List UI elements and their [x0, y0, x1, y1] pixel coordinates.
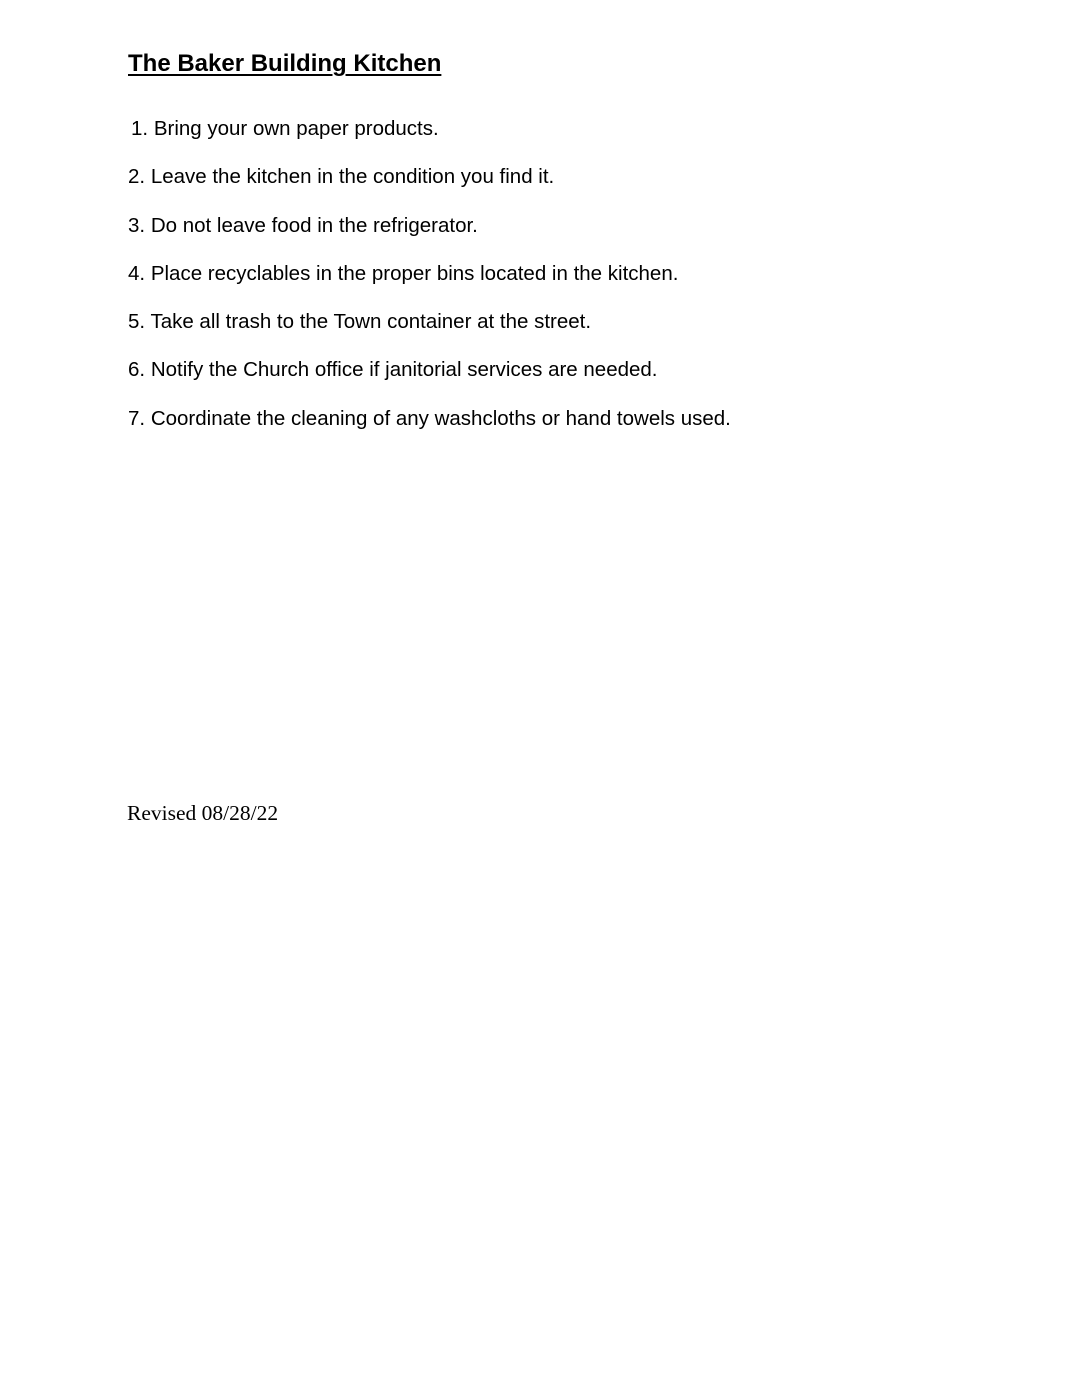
rule-item-1: [128, 114, 731, 144]
rule-item-2: [128, 162, 731, 192]
rule-text: Place recyclables in the proper bins located in the kitchen.: [150, 261, 679, 285]
rule-item-4: [128, 259, 731, 289]
rule-item-3: [128, 211, 731, 241]
rule-item-6: [128, 355, 731, 385]
rule-number: 2.: [128, 165, 146, 189]
rule-text: Do not leave food in the refrigerator.: [150, 213, 478, 237]
rule-text: Leave the kitchen in the condition you find it.: [150, 165, 555, 189]
rule-text: Bring your own paper products.: [153, 117, 439, 140]
rule-number: 7.: [128, 406, 146, 430]
rule-text: Notify the Church office if janitorial services are needed.: [150, 358, 658, 382]
rule-number: 3.: [128, 213, 146, 237]
rule-number: 5.: [128, 310, 146, 334]
document-title: The Baker Building Kitchen: [128, 50, 442, 77]
revision-date: Revised 08/28/22: [127, 801, 279, 825]
rule-text: Coordinate the cleaning of any washcloths or hand towels used.: [150, 406, 731, 430]
kitchen-rules-list: [128, 114, 731, 452]
rule-item-7: [128, 404, 731, 434]
rule-number: 6.: [128, 358, 146, 382]
rule-item-5: [128, 307, 731, 337]
rule-text: Take all trash to the Town container at the street.: [150, 310, 592, 334]
rule-number: 1.: [131, 117, 149, 140]
rule-number: 4.: [128, 261, 146, 285]
